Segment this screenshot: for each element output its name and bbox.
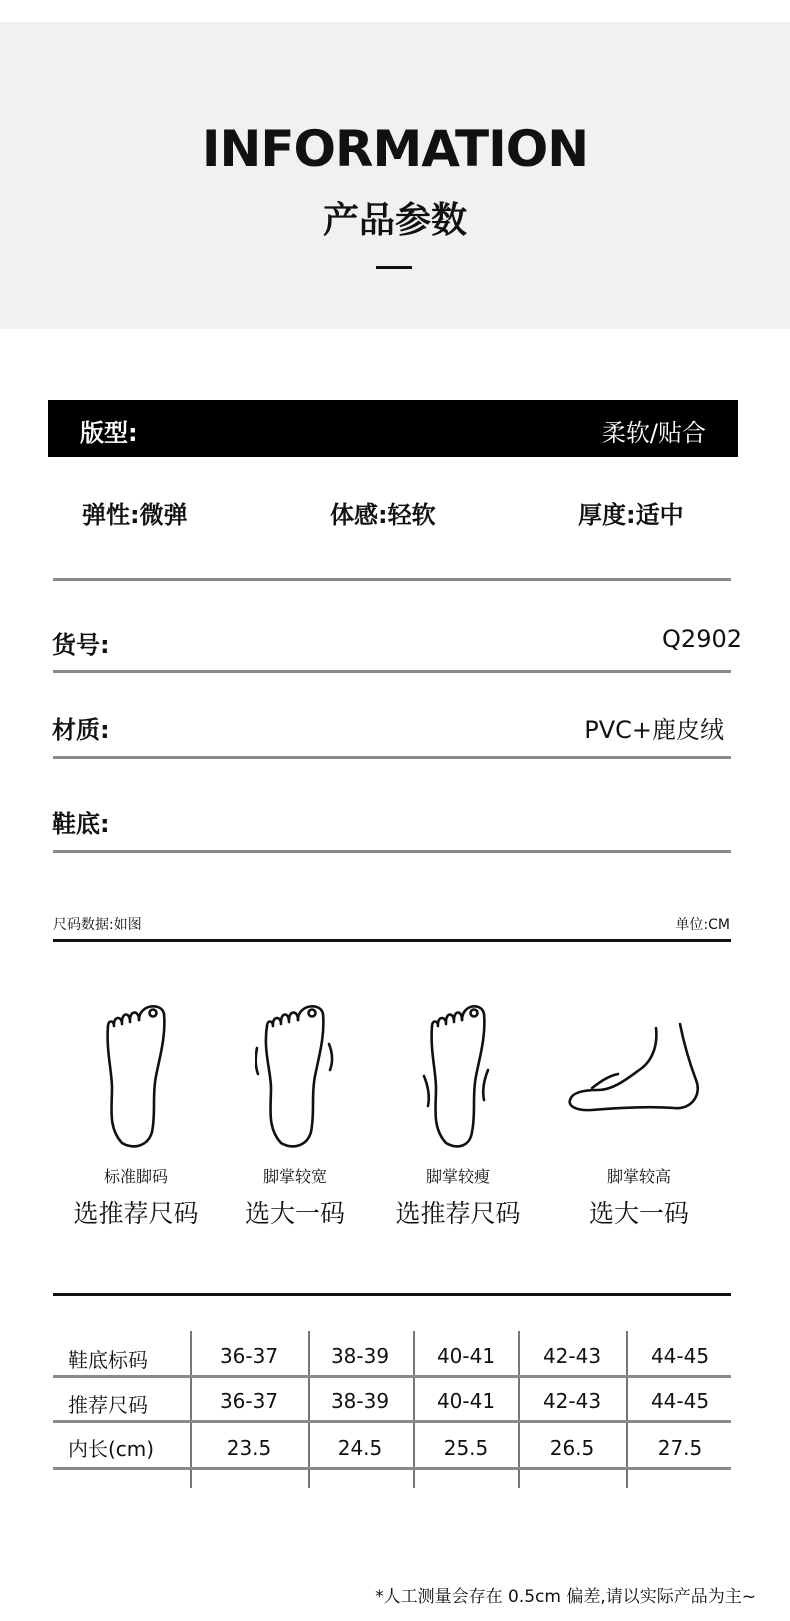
table-column-divider	[518, 1331, 520, 1488]
attr-label: 体感:	[330, 501, 388, 529]
table-cell: 36-37	[219, 1389, 279, 1413]
style-bar	[48, 400, 738, 457]
table-cell: 25.5	[443, 1436, 489, 1460]
table-cell: 44-45	[650, 1344, 710, 1368]
attr-label: 厚度:	[578, 501, 636, 529]
foot-caption: 脚掌较瘦	[425, 1167, 490, 1186]
foot-high-arch-icon	[562, 1020, 712, 1120]
title-english: INFORMATION	[201, 120, 589, 178]
foot-narrow-icon	[418, 1000, 498, 1150]
attr-elasticity	[82, 495, 188, 530]
table-top-rule	[53, 1293, 731, 1296]
attr-value: 适中	[635, 501, 684, 529]
table-row-label: 内长(cm)	[68, 1437, 155, 1461]
divider	[53, 670, 731, 673]
table-row-divider	[53, 1375, 731, 1378]
size-data-note: 尺码数据:如图	[53, 917, 142, 933]
table-cell: 24.5	[337, 1436, 383, 1460]
table-row-divider	[53, 1467, 731, 1470]
table-column-divider	[626, 1331, 628, 1488]
table-row-label: 推荐尺码	[68, 1393, 148, 1417]
attr-value: 轻软	[387, 501, 436, 529]
table-cell: 42-43	[542, 1389, 602, 1413]
attr-label: 弹性:	[82, 501, 140, 529]
title-divider	[376, 266, 412, 269]
table-column-divider	[190, 1331, 192, 1488]
style-value: 柔软/贴合	[601, 419, 706, 447]
attr-thickness	[578, 495, 684, 530]
unit-note: 单位:CM	[675, 917, 730, 933]
item-no-value: Q2902	[662, 625, 742, 653]
footnote: *人工测量会存在 0.5cm 偏差,请以实际产品为主~	[375, 1587, 756, 1607]
attr-feel	[330, 495, 436, 530]
table-cell: 40-41	[436, 1344, 496, 1368]
style-label: 版型:	[80, 419, 138, 447]
divider	[53, 756, 731, 759]
table-cell: 42-43	[542, 1344, 602, 1368]
table-cell: 40-41	[436, 1389, 496, 1413]
table-cell: 38-39	[330, 1389, 390, 1413]
table-cell: 36-37	[219, 1344, 279, 1368]
foot-standard-icon	[96, 1000, 176, 1150]
divider	[53, 939, 731, 942]
material-label: 材质:	[52, 716, 110, 744]
foot-recommend: 选推荐尺码	[73, 1199, 199, 1228]
table-cell: 26.5	[549, 1436, 595, 1460]
title-chinese: 产品参数	[322, 200, 467, 241]
foot-recommend: 选大一码	[588, 1199, 689, 1228]
sole-label: 鞋底:	[52, 810, 110, 838]
item-no-label: 货号:	[52, 631, 110, 659]
divider	[53, 578, 731, 581]
foot-caption: 标准脚码	[103, 1167, 168, 1186]
table-cell: 44-45	[650, 1389, 710, 1413]
foot-wide-icon	[255, 1000, 335, 1150]
attr-value: 微弹	[139, 501, 188, 529]
divider	[53, 850, 731, 853]
foot-recommend: 选推荐尺码	[395, 1199, 521, 1228]
foot-caption: 脚掌较高	[606, 1167, 671, 1186]
table-cell: 27.5	[657, 1436, 703, 1460]
material-value: PVC+鹿皮绒	[584, 716, 724, 744]
foot-recommend: 选大一码	[244, 1199, 345, 1228]
table-row-divider	[53, 1420, 731, 1423]
foot-caption: 脚掌较宽	[262, 1167, 327, 1186]
table-cell: 23.5	[226, 1436, 272, 1460]
table-column-divider	[413, 1331, 415, 1488]
table-row-label: 鞋底标码	[68, 1348, 148, 1372]
table-cell: 38-39	[330, 1344, 390, 1368]
